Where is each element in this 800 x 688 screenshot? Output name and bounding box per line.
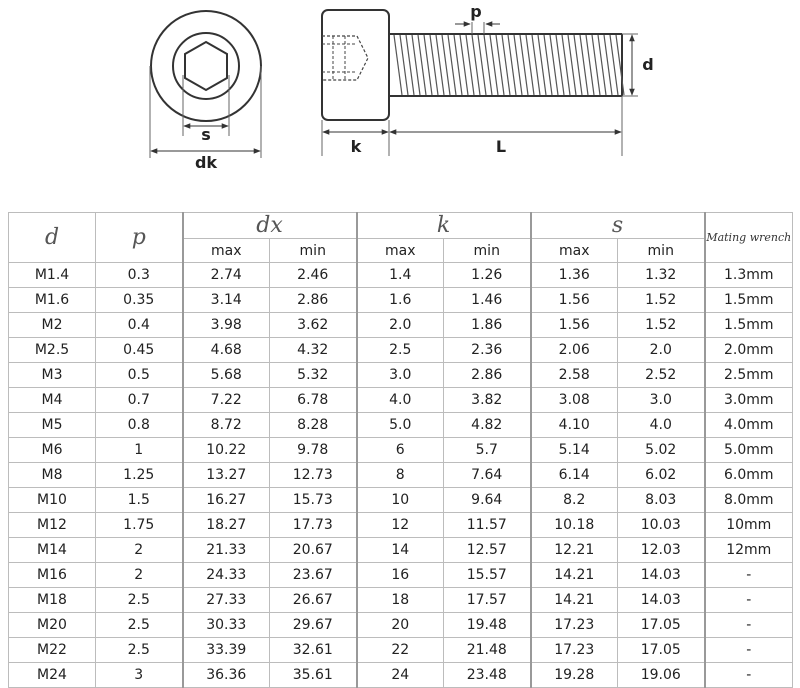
cell-dx-max: 4.68 [183, 338, 270, 363]
cell-dx-min: 15.73 [270, 488, 357, 513]
cell-s-max: 1.56 [531, 313, 618, 338]
cell-k-max: 18 [357, 588, 444, 613]
cell-dx-max: 18.27 [183, 513, 270, 538]
cell-k-min: 23.48 [444, 663, 531, 688]
cell-k-min: 1.86 [444, 313, 531, 338]
cell-s-max: 19.28 [531, 663, 618, 688]
cell-d: M8 [9, 463, 96, 488]
cell-dx-max: 7.22 [183, 388, 270, 413]
cell-s-max: 14.21 [531, 588, 618, 613]
header-k-min: min [444, 239, 531, 263]
cell-dx-max: 2.74 [183, 263, 270, 288]
cell-k-min: 4.82 [444, 413, 531, 438]
table-row [9, 338, 793, 363]
cell-d: M2 [9, 313, 96, 338]
cell-s-min: 14.03 [618, 563, 705, 588]
cell-mating: 6.0mm [705, 463, 793, 488]
cell-mating: - [705, 663, 793, 688]
cell-mating: 8.0mm [705, 488, 793, 513]
cell-k-min: 2.36 [444, 338, 531, 363]
table-row [9, 588, 793, 613]
cell-s-min: 17.05 [618, 613, 705, 638]
cell-d: M1.6 [9, 288, 96, 313]
cell-s-max: 2.58 [531, 363, 618, 388]
cell-p: 1.75 [96, 513, 183, 538]
cell-dx-min: 26.67 [270, 588, 357, 613]
label-L: L [495, 137, 507, 156]
cell-s-max: 1.36 [531, 263, 618, 288]
head-top-view [150, 11, 261, 172]
cell-p: 0.8 [96, 413, 183, 438]
table-row [9, 663, 793, 688]
cell-k-min: 3.82 [444, 388, 531, 413]
cell-k-min: 2.86 [444, 363, 531, 388]
cell-s-min: 1.52 [618, 313, 705, 338]
cell-s-min: 4.0 [618, 413, 705, 438]
cell-d: M12 [9, 513, 96, 538]
label-k: k [350, 137, 362, 156]
cell-mating: 12mm [705, 538, 793, 563]
cell-s-max: 6.14 [531, 463, 618, 488]
cell-dx-max: 36.36 [183, 663, 270, 688]
cell-dx-min: 17.73 [270, 513, 357, 538]
table-row [9, 363, 793, 388]
header-dx: dx [183, 213, 357, 239]
cell-dx-max: 21.33 [183, 538, 270, 563]
cell-dx-max: 27.33 [183, 588, 270, 613]
cell-d: M3 [9, 363, 96, 388]
cell-dx-min: 2.46 [270, 263, 357, 288]
cell-s-max: 5.14 [531, 438, 618, 463]
header-s-max: max [531, 239, 618, 263]
cell-d: M6 [9, 438, 96, 463]
table-body [9, 263, 793, 688]
cell-k-min: 15.57 [444, 563, 531, 588]
header-p: p [96, 213, 183, 263]
cell-s-max: 17.23 [531, 613, 618, 638]
cell-p: 1 [96, 438, 183, 463]
label-dk: dk [194, 153, 218, 172]
cell-k-max: 14 [357, 538, 444, 563]
cell-p: 2.5 [96, 613, 183, 638]
cell-dx-min: 12.73 [270, 463, 357, 488]
cell-s-max: 17.23 [531, 638, 618, 663]
cell-d: M5 [9, 413, 96, 438]
cell-d: M24 [9, 663, 96, 688]
cell-s-max: 3.08 [531, 388, 618, 413]
cell-dx-min: 4.32 [270, 338, 357, 363]
cell-k-min: 5.7 [444, 438, 531, 463]
cell-dx-min: 9.78 [270, 438, 357, 463]
cell-s-min: 17.05 [618, 638, 705, 663]
cell-k-max: 10 [357, 488, 444, 513]
cell-s-max: 12.21 [531, 538, 618, 563]
cell-s-min: 5.02 [618, 438, 705, 463]
cell-s-min: 1.32 [618, 263, 705, 288]
table-row [9, 563, 793, 588]
cell-s-min: 2.0 [618, 338, 705, 363]
cell-dx-min: 3.62 [270, 313, 357, 338]
cell-mating: 4.0mm [705, 413, 793, 438]
cell-p: 0.45 [96, 338, 183, 363]
table-row [9, 438, 793, 463]
cell-k-max: 2.5 [357, 338, 444, 363]
cell-dx-max: 5.68 [183, 363, 270, 388]
cell-s-min: 8.03 [618, 488, 705, 513]
cell-k-min: 1.46 [444, 288, 531, 313]
table-row [9, 313, 793, 338]
cell-s-max: 4.10 [531, 413, 618, 438]
cell-dx-min: 20.67 [270, 538, 357, 563]
cell-k-max: 6 [357, 438, 444, 463]
cell-k-max: 2.0 [357, 313, 444, 338]
cell-dx-max: 33.39 [183, 638, 270, 663]
cell-p: 0.7 [96, 388, 183, 413]
cell-k-min: 9.64 [444, 488, 531, 513]
cell-mating: 10mm [705, 513, 793, 538]
cell-d: M4 [9, 388, 96, 413]
cell-d: M1.4 [9, 263, 96, 288]
cell-mating: 5.0mm [705, 438, 793, 463]
cell-mating: 1.3mm [705, 263, 793, 288]
cell-d: M20 [9, 613, 96, 638]
cell-k-min: 21.48 [444, 638, 531, 663]
cell-k-max: 16 [357, 563, 444, 588]
screw-dimension-diagram [0, 0, 800, 200]
cell-dx-max: 3.98 [183, 313, 270, 338]
table-row [9, 413, 793, 438]
cell-s-min: 1.52 [618, 288, 705, 313]
cell-p: 1.5 [96, 488, 183, 513]
table-row [9, 288, 793, 313]
header-d: d [9, 213, 96, 263]
cell-p: 0.5 [96, 363, 183, 388]
cell-s-max: 14.21 [531, 563, 618, 588]
cell-d: M16 [9, 563, 96, 588]
cell-dx-min: 29.67 [270, 613, 357, 638]
cell-s-min: 10.03 [618, 513, 705, 538]
header-mating-wrench: Mating wrench [705, 213, 793, 263]
cell-k-max: 24 [357, 663, 444, 688]
cell-k-max: 8 [357, 463, 444, 488]
cell-k-max: 3.0 [357, 363, 444, 388]
table-row [9, 263, 793, 288]
cell-mating: - [705, 638, 793, 663]
cell-d: M22 [9, 638, 96, 663]
table-row [9, 488, 793, 513]
cell-k-min: 7.64 [444, 463, 531, 488]
cell-p: 2 [96, 563, 183, 588]
cell-k-min: 12.57 [444, 538, 531, 563]
cell-k-max: 22 [357, 638, 444, 663]
cell-mating: 3.0mm [705, 388, 793, 413]
cell-p: 2 [96, 538, 183, 563]
cell-s-max: 1.56 [531, 288, 618, 313]
cell-k-max: 5.0 [357, 413, 444, 438]
cell-p: 3 [96, 663, 183, 688]
cell-mating: - [705, 588, 793, 613]
cell-mating: 2.5mm [705, 363, 793, 388]
cell-s-min: 6.02 [618, 463, 705, 488]
cell-p: 2.5 [96, 638, 183, 663]
cell-k-min: 1.26 [444, 263, 531, 288]
cell-mating: 1.5mm [705, 313, 793, 338]
cell-s-max: 8.2 [531, 488, 618, 513]
cell-dx-min: 2.86 [270, 288, 357, 313]
cell-s-min: 3.0 [618, 388, 705, 413]
header-s: s [531, 213, 705, 239]
cell-p: 0.4 [96, 313, 183, 338]
header-k-max: max [357, 239, 444, 263]
table-row [9, 463, 793, 488]
cell-k-max: 20 [357, 613, 444, 638]
dimension-spec-table [8, 212, 793, 688]
cell-s-max: 2.06 [531, 338, 618, 363]
table-row [9, 388, 793, 413]
thread-lines [394, 35, 624, 95]
cell-dx-max: 16.27 [183, 488, 270, 513]
cell-k-max: 1.6 [357, 288, 444, 313]
cell-s-min: 14.03 [618, 588, 705, 613]
cell-dx-max: 13.27 [183, 463, 270, 488]
cell-dx-min: 32.61 [270, 638, 357, 663]
cell-d: M18 [9, 588, 96, 613]
cell-s-min: 2.52 [618, 363, 705, 388]
label-d: d [642, 55, 654, 74]
cell-mating: 1.5mm [705, 288, 793, 313]
cell-dx-min: 6.78 [270, 388, 357, 413]
table-row [9, 638, 793, 663]
cell-dx-max: 10.22 [183, 438, 270, 463]
cell-dx-min: 8.28 [270, 413, 357, 438]
cell-p: 0.35 [96, 288, 183, 313]
cell-p: 2.5 [96, 588, 183, 613]
cell-k-min: 17.57 [444, 588, 531, 613]
cell-p: 1.25 [96, 463, 183, 488]
cell-k-min: 19.48 [444, 613, 531, 638]
cell-k-max: 12 [357, 513, 444, 538]
header-s-min: min [618, 239, 705, 263]
cell-s-min: 19.06 [618, 663, 705, 688]
cell-dx-max: 3.14 [183, 288, 270, 313]
cell-d: M10 [9, 488, 96, 513]
cell-dx-max: 8.72 [183, 413, 270, 438]
cell-k-max: 4.0 [357, 388, 444, 413]
cell-p: 0.3 [96, 263, 183, 288]
cell-mating: - [705, 613, 793, 638]
cell-k-max: 1.4 [357, 263, 444, 288]
cell-s-max: 10.18 [531, 513, 618, 538]
cell-s-min: 12.03 [618, 538, 705, 563]
label-p: p [470, 2, 482, 21]
cell-d: M14 [9, 538, 96, 563]
cell-dx-max: 30.33 [183, 613, 270, 638]
table-row [9, 613, 793, 638]
cell-dx-min: 23.67 [270, 563, 357, 588]
label-s: s [201, 125, 211, 144]
table-row [9, 538, 793, 563]
cell-mating: - [705, 563, 793, 588]
header-dx-min: min [270, 239, 357, 263]
cell-dx-max: 24.33 [183, 563, 270, 588]
cell-d: M2.5 [9, 338, 96, 363]
table-row [9, 513, 793, 538]
header-dx-max: max [183, 239, 270, 263]
cell-dx-min: 35.61 [270, 663, 357, 688]
cell-mating: 2.0mm [705, 338, 793, 363]
screw-side-view [322, 2, 654, 156]
header-k: k [357, 213, 531, 239]
cell-k-min: 11.57 [444, 513, 531, 538]
cell-dx-min: 5.32 [270, 363, 357, 388]
